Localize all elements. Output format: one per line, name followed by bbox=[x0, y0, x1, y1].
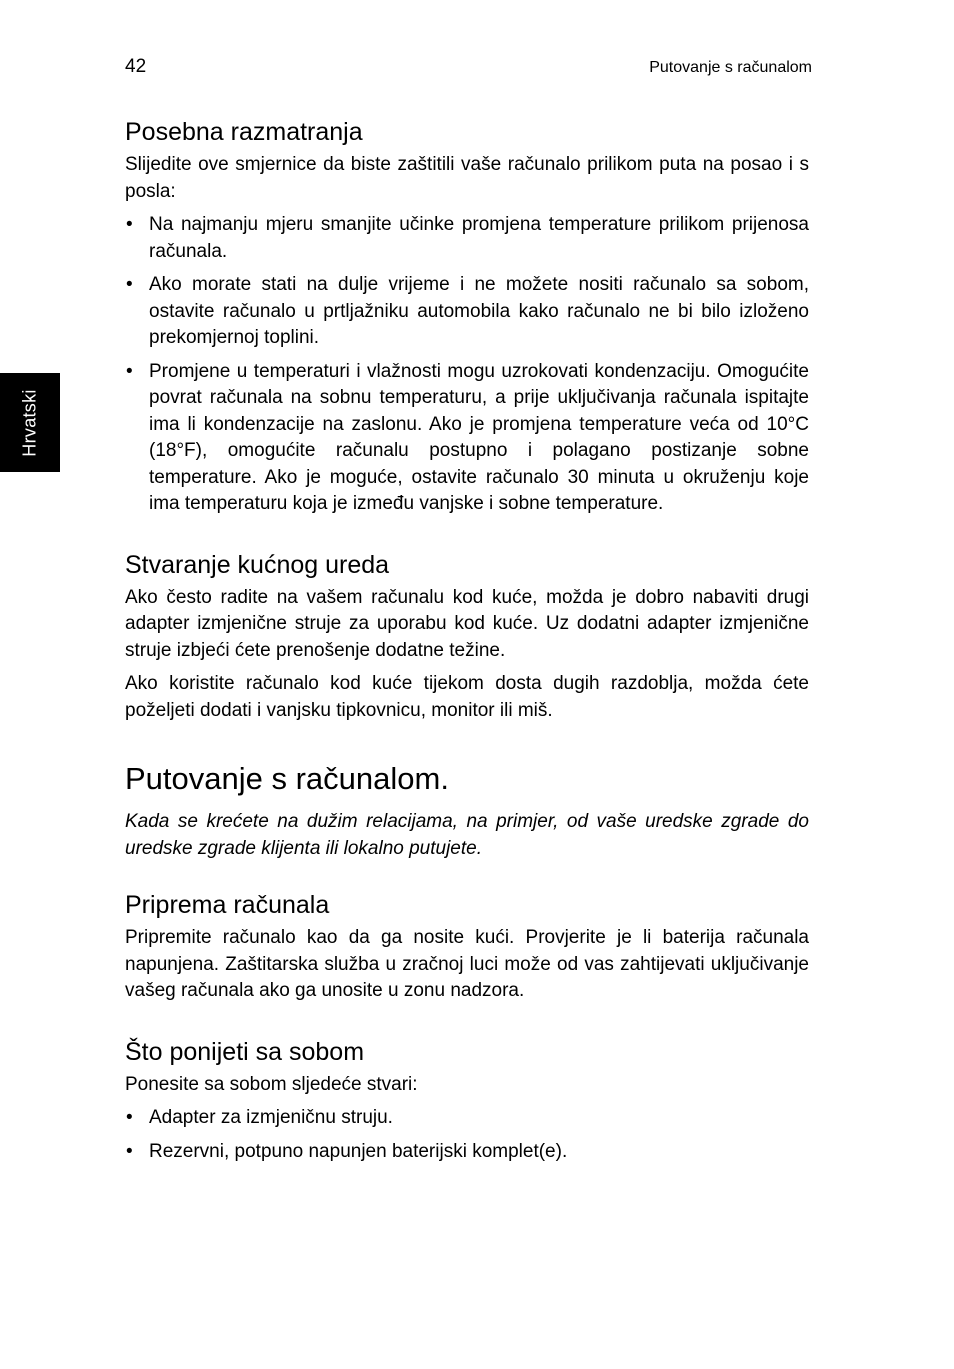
heading-travelling: Putovanje s računalom. bbox=[125, 761, 449, 796]
home-office-paragraph: Ako često radite na vašem računalu kod kuće, možda je dobro nabaviti drugi adapter izmjenične struje za uporabu kod kuće. Uz dodatni adapter izmjenične struje izbjeći ćete prenošenje dodatne težine. bbox=[125, 586, 809, 661]
page-number: 42 bbox=[125, 56, 147, 77]
running-title: Putovanje s računalom bbox=[649, 59, 812, 76]
language-tab bbox=[0, 373, 60, 472]
page-content bbox=[125, 116, 809, 1172]
list-item: • Rezervni, potpuno napunjen baterijski komplet(e). bbox=[125, 1139, 809, 1166]
travel-intro: Kada se krećete na dužim relacijama, na primjer, od vaše uredske zgrade do uredske zgrade klijenta ili lokalno putujete. bbox=[125, 811, 809, 859]
home-office-paragraph: Ako koristite računalo kod kuće tijekom dosta dugih razdoblja, možda ćete poželjeti dodati i vanjsku tipkovnicu, monitor ili miš. bbox=[125, 673, 809, 721]
list-item: • Na najmanju mjeru smanjite učinke promjena temperature prilikom prijenosa računala. bbox=[125, 212, 809, 265]
heading-prepare-computer: Priprema računala bbox=[125, 891, 330, 919]
heading-special-considerations: Posebna razmatranja bbox=[125, 118, 363, 146]
prepare-paragraph: Pripremite računalo kao da ga nosite kući. Provjerite je li baterija računala napunjena. Zaštitarska služba u zračnoj luci može od vas zahtijevati uključivanje vašeg računala ako ga unosite u zonu nadzora. bbox=[125, 927, 809, 1001]
heading-home-office: Stvaranje kućnog ureda bbox=[125, 550, 390, 579]
special-list bbox=[125, 212, 809, 518]
list-item: • Adapter za izmjeničnu struju. bbox=[125, 1105, 809, 1132]
list-item: • Ako morate stati na dulje vrijeme i ne možete nositi računalo sa sobom, ostavite računalo u prtljažniku automobila kako računalo ne bi bilo izloženo prekomjernoj toplini. bbox=[125, 272, 809, 352]
list-item: • Promjene u temperaturi i vlažnosti mogu uzrokovati kondenzaciju. Omogućite povrat računala na sobnu temperaturu, a prije uključivanja računala ispitajte ima li kondenzacije na zaslonu. Ako je promjena temperature veća od 10°C (18°F), omogućite računalu postupno i polagano postizanje sobne temperature. Ako je moguće, ostavite računalo 30 minuta u okruženju koje ima temperaturu koja je između vanjske i sobne temperature. bbox=[125, 359, 809, 518]
bring-list bbox=[125, 1105, 809, 1165]
heading-what-to-bring: Što ponijeti sa sobom bbox=[125, 1037, 365, 1066]
special-intro: Slijedite ove smjernice da biste zaštitili vaše računalo prilikom puta na posao i s posla: bbox=[125, 154, 809, 202]
bring-intro: Ponesite sa sobom sljedeće stvari: bbox=[125, 1073, 418, 1095]
language-tab-label: Hrvatski bbox=[19, 388, 40, 457]
